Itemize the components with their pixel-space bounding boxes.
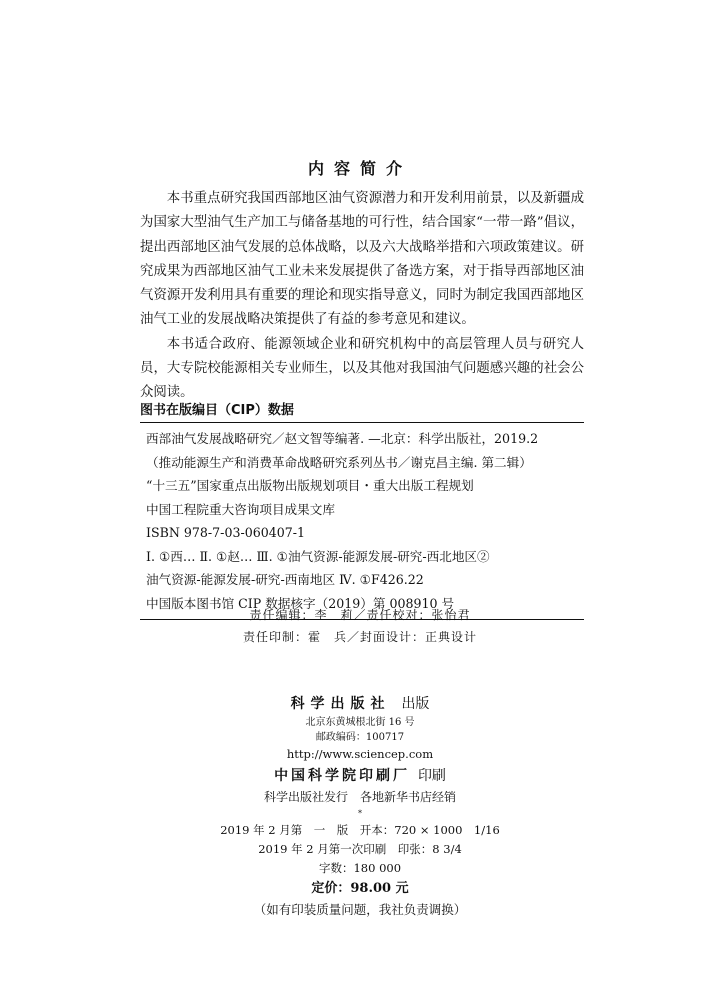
publisher-address: 北京东黄城根北街 16 号 bbox=[305, 717, 415, 728]
cip-line: 中国工程院重大咨询项目成果文库 bbox=[146, 501, 335, 517]
publisher-block bbox=[0, 693, 720, 920]
cip-line: 油气资源-能源发展-研究-西南地区 Ⅳ. ①F426.22 bbox=[146, 572, 424, 587]
divider-star: * bbox=[358, 809, 362, 818]
edition-line: 2019 年 2 月第 一 版 开本：720 × 1000 1/16 bbox=[220, 823, 500, 837]
production-credits: 责任印制：霍 兵／封面设计：正典设计 bbox=[242, 630, 477, 644]
cip-record bbox=[140, 423, 584, 620]
printer-name bbox=[0, 765, 720, 787]
word-count: 字数：180 000 bbox=[318, 861, 402, 875]
cip-line: 中国版本图书馆 CIP 数据核字（2019）第 008910 号 bbox=[146, 595, 455, 611]
publisher-url: http://www.sciencep.com bbox=[286, 747, 434, 761]
distribution-line: 科学出版社发行 各地新华书店经销 bbox=[263, 790, 456, 804]
publisher-postcode: 邮政编码：100717 bbox=[315, 732, 405, 743]
cip-heading: 图书在版编目（CIP）数据 bbox=[140, 399, 584, 423]
intro-title: 内容简介 bbox=[307, 159, 412, 178]
publisher-name-suffix: 出版 bbox=[401, 696, 430, 712]
publisher-name-text: 科学出版社 bbox=[290, 696, 391, 712]
publisher-name bbox=[0, 693, 720, 715]
printer-name-suffix: 印刷 bbox=[417, 768, 446, 784]
intro-body bbox=[140, 187, 584, 406]
printer-name-text: 中国科学院印刷厂 bbox=[274, 768, 411, 784]
intro-paragraph: 本书适合政府、能源领域企业和研究机构中的高层管理人员与研究人员，大专院校能源相关专业师生，以及其他对我国油气问题感兴趣的社会公众阅读。 bbox=[140, 336, 584, 401]
cip-line: （推动能源生产和消费革命战略研究系列丛书／谢克昌主编. 第二辑） bbox=[146, 454, 532, 470]
cip-line: “十三五”国家重点出版物出版规划项目・重大出版工程规划 bbox=[146, 478, 474, 493]
quality-note: （如有印装质量问题，我社负责调换） bbox=[253, 902, 467, 917]
price: 定价：98.00 元 bbox=[311, 881, 409, 896]
printing-line: 2019 年 2 月第一次印刷 印张：8 3/4 bbox=[258, 842, 462, 856]
cip-block bbox=[140, 399, 584, 620]
cip-line: 西部油气发展战略研究／赵文智等编著. —北京：科学出版社，2019.2 bbox=[146, 431, 539, 446]
cip-line: ISBN 978-7-03-060407-1 bbox=[146, 525, 306, 540]
editor-credits: 责任编辑：李 莉／责任校对：张怡君 bbox=[249, 608, 471, 622]
intro-paragraph: 本书重点研究我国西部地区油气资源潜力和开发利用前景，以及新疆成为国家大型油气生产加工与储备基地的可行性，结合国家“一带一路”倡议，提出西部地区油气发展的总体战略，以及六大战略举措和六项政策建议。研究成果为西部地区油气工业未来发展提供了备选方案，对于指导西部地区油气资源开发利用具有重要的理论和现实指导意义，同时为制定我国西部地区油气工业的发展战略决策提供了有益的参考意见和建议。 bbox=[140, 191, 584, 328]
cip-line: Ⅰ. ①西… Ⅱ. ①赵… Ⅲ. ①油气资源-能源发展-研究-西北地区② bbox=[146, 548, 490, 564]
